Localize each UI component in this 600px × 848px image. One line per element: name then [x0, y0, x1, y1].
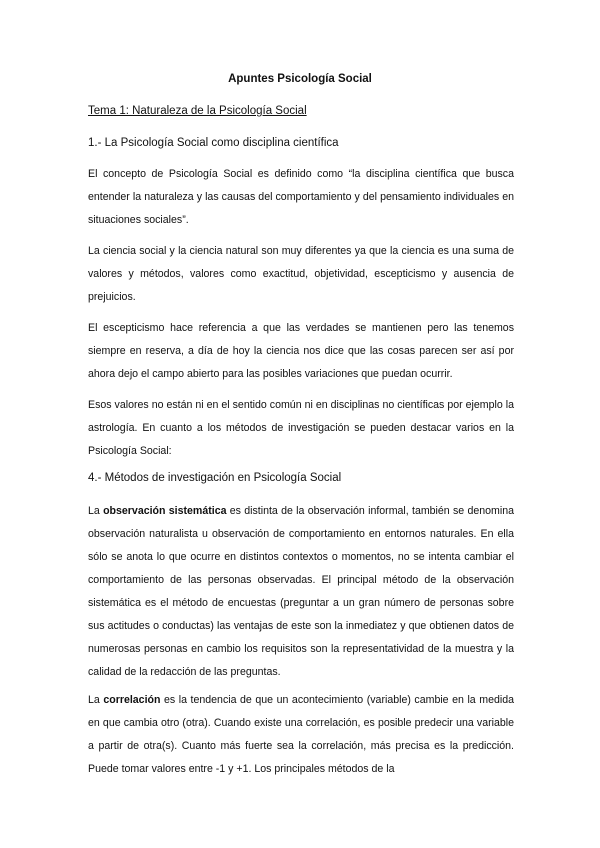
paragraph-definition: El concepto de Psicología Social es definido como “la disciplina científica que busca entender la naturaleza y las causas del comportamiento y del pensamiento individuales en situaciones sociales”. [88, 168, 514, 226]
paragraph-correlation [88, 689, 514, 781]
term-systematic-observation: observación sistemática [103, 505, 227, 517]
paragraph-skepticism: El escepticismo hace referencia a que las verdades se mantienen pero las tenemos siempre en reserva, a día de hoy la ciencia nos dice que las cosas parecen ser así por ahora dejo el campo abierto para las posibles variaciones que puedan ocurrir. [88, 322, 514, 380]
section-heading-1: 1.- La Psicología Social como disciplina científica [88, 137, 339, 149]
paragraph-systematic-observation [88, 500, 514, 684]
term-correlation: correlación [103, 694, 161, 706]
paragraph-body: es la tendencia de que un acontecimiento (variable) cambie en la medida en que cambia otro (otra). Cuando existe una correlación, es posible predecir una variable a partir de otra(s). Cuanto más fuerte sea la correlación, más precisa es la predicción. Puede tomar valores entre -1 y +1. Los principales métodos de la [88, 694, 514, 775]
topic-heading: Tema 1: Naturaleza de la Psicología Social [88, 105, 307, 117]
paragraph-lead: La [88, 505, 104, 517]
paragraph-science-values: La ciencia social y la ciencia natural son muy diferentes ya que la ciencia es una suma de valores y métodos, valores como exactitud, objetividad, escepticismo y ausencia de prejuicios. [88, 245, 514, 303]
paragraph-lead: La [88, 694, 104, 706]
paragraph-common-sense: Esos valores no están ni en el sentido común ni en disciplinas no científicas por ejemplo la astrología. En cuanto a los métodos de investigación se pueden destacar varios en la Psicología Social: [88, 399, 514, 457]
paragraph-body: es distinta de la observación informal, también se denomina observación naturalista u observación de comportamiento en entornos naturales. En ella sólo se anota lo que ocurre en distintos contextos o momentos, no se intenta cambiar el comportamiento de las personas observadas. El principal método de la observación sistemática es el método de encuestas (preguntar a un gran número de personas sobre sus actitudes o conductas) las ventajas de este son la inmediatez y que obtienen datos de numerosas personas en cambio los requisitos son la representatividad de la muestra y la calidad de la redacción de las preguntas. [88, 505, 514, 678]
document-title: Apuntes Psicología Social [228, 73, 372, 85]
section-heading-4: 4.- Métodos de investigación en Psicología Social [88, 472, 342, 484]
